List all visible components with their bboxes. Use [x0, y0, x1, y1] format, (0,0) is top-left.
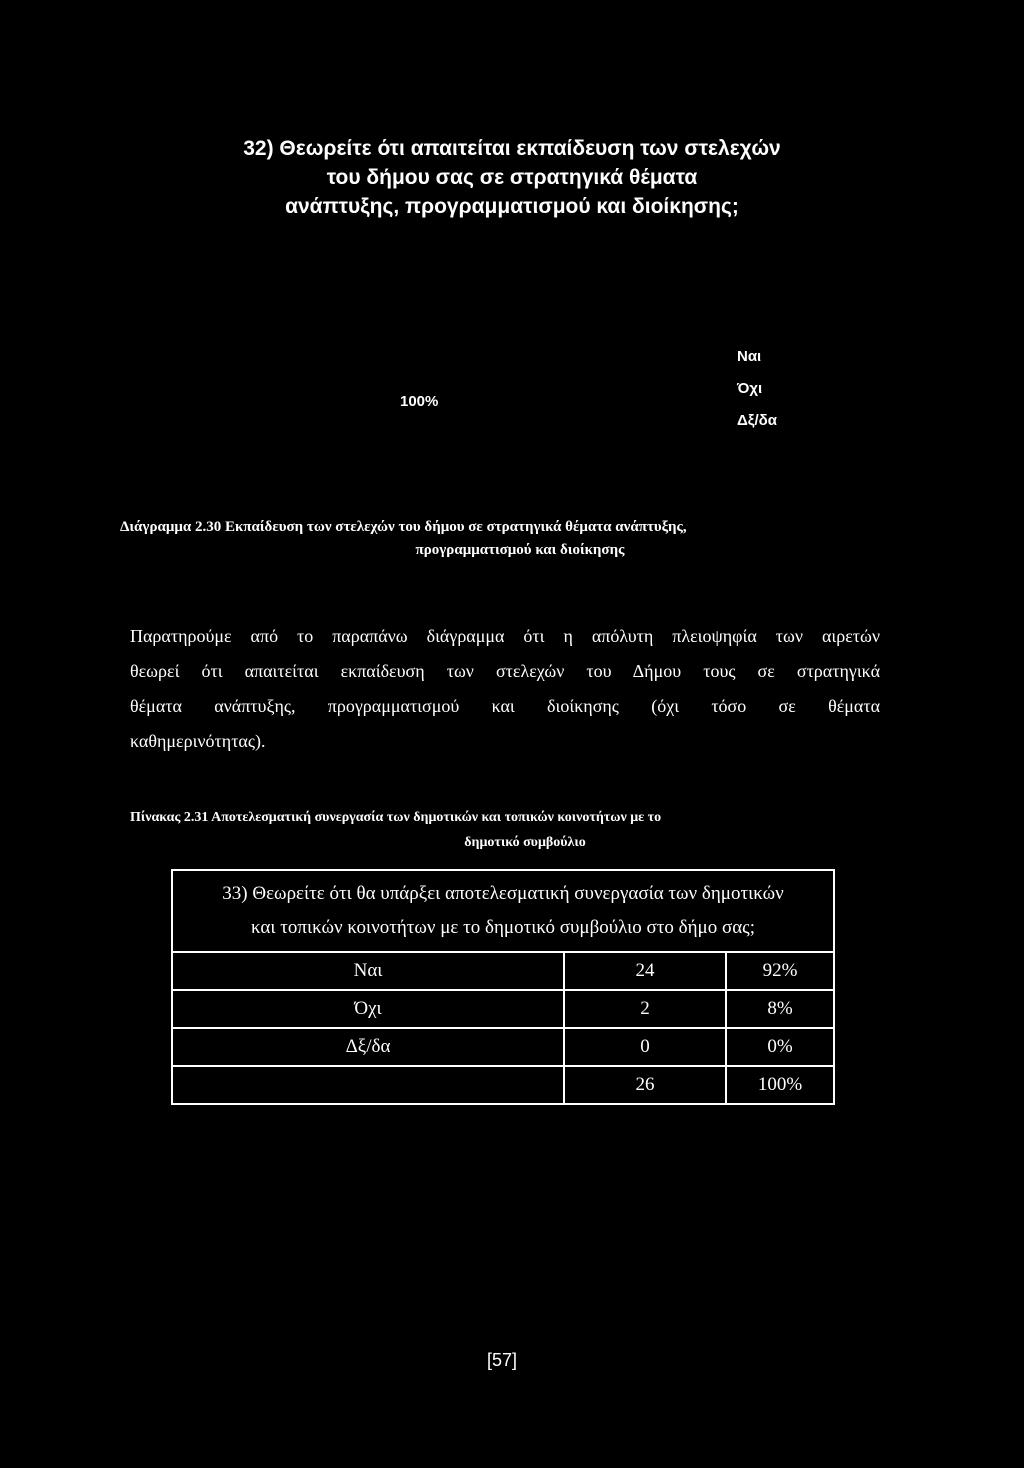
figure-caption-line: Διάγραμμα 2.30 Εκπαίδευση των στελεχών του δήμου σε στρατηγικά θέματα ανάπτυξης,	[120, 519, 687, 535]
legend-entry-yes: Ναι	[737, 348, 762, 365]
chart-title	[200, 134, 824, 221]
paragraph-line: θεωρεί ότι απαιτείται εκπαίδευση των στελεχών του Δήμου τους σε στρατηγικά	[130, 661, 880, 681]
total-count-cell: 26	[564, 1066, 726, 1104]
table-question-line: και τοπικών κοινοτήτων με το δημοτικό συμβούλιο στο δήμο σας;	[251, 917, 755, 938]
answer-count-cell: 24	[564, 952, 726, 990]
table-caption	[130, 810, 910, 851]
total-label-cell	[172, 1066, 564, 1104]
answer-percent-cell: 0%	[726, 1028, 834, 1066]
answer-label-cell: Δξ/δα	[172, 1028, 564, 1066]
page-number: [57]	[487, 1350, 518, 1370]
table-question-cell	[172, 870, 834, 952]
answer-label-cell: Όχι	[172, 990, 564, 1028]
table-row	[172, 952, 834, 990]
table-caption-line: Πίνακας 2.31 Αποτελεσματική συνεργασία των δημοτικών και τοπικών κοινοτήτων με το	[130, 810, 662, 825]
answer-count-cell: 0	[564, 1028, 726, 1066]
chart-legend	[737, 347, 777, 443]
table-total-row	[172, 1066, 834, 1104]
table-row	[172, 1028, 834, 1066]
total-percent-cell: 100%	[726, 1066, 834, 1104]
survey-table	[171, 869, 835, 1105]
paragraph-line: θέματα ανάπτυξης, προγραμματισμού και διοίκησης (όχι τόσο σε θέματα	[130, 696, 880, 716]
legend-entry-no: Όχι	[737, 380, 763, 397]
table-caption-line: δημοτικό συμβούλιο	[464, 835, 586, 850]
chart-title-line: 32) Θεωρείτε ότι απαιτείται εκπαίδευση των στελεχών	[243, 137, 781, 160]
table-row	[172, 990, 834, 1028]
answer-count-cell: 2	[564, 990, 726, 1028]
table-question-row	[172, 870, 834, 952]
paragraph-line: Παρατηρούμε από το παραπάνω διάγραμμα ότι η απόλυτη πλειοψηφία των αιρετών	[130, 626, 880, 646]
answer-percent-cell: 8%	[726, 990, 834, 1028]
figure-caption-line: προγραμματισμού και διοίκησης	[415, 542, 625, 558]
figure-caption	[120, 519, 910, 559]
pie-data-label: 100%	[400, 393, 439, 410]
body-paragraph	[130, 619, 880, 759]
table-question-line: 33) Θεωρείτε ότι θα υπάρξει αποτελεσματική συνεργασία των δημοτικών	[222, 883, 784, 904]
legend-entry-dont-know: Δξ/δα	[737, 412, 777, 429]
paragraph-line: καθημερινότητας).	[130, 731, 266, 751]
chart-title-line: ανάπτυξης, προγραμματισμού και διοίκησης;	[285, 195, 739, 218]
chart-title-line: του δήμου σας σε στρατηγικά θέματα	[326, 166, 698, 189]
answer-label-cell: Ναι	[172, 952, 564, 990]
answer-percent-cell: 92%	[726, 952, 834, 990]
